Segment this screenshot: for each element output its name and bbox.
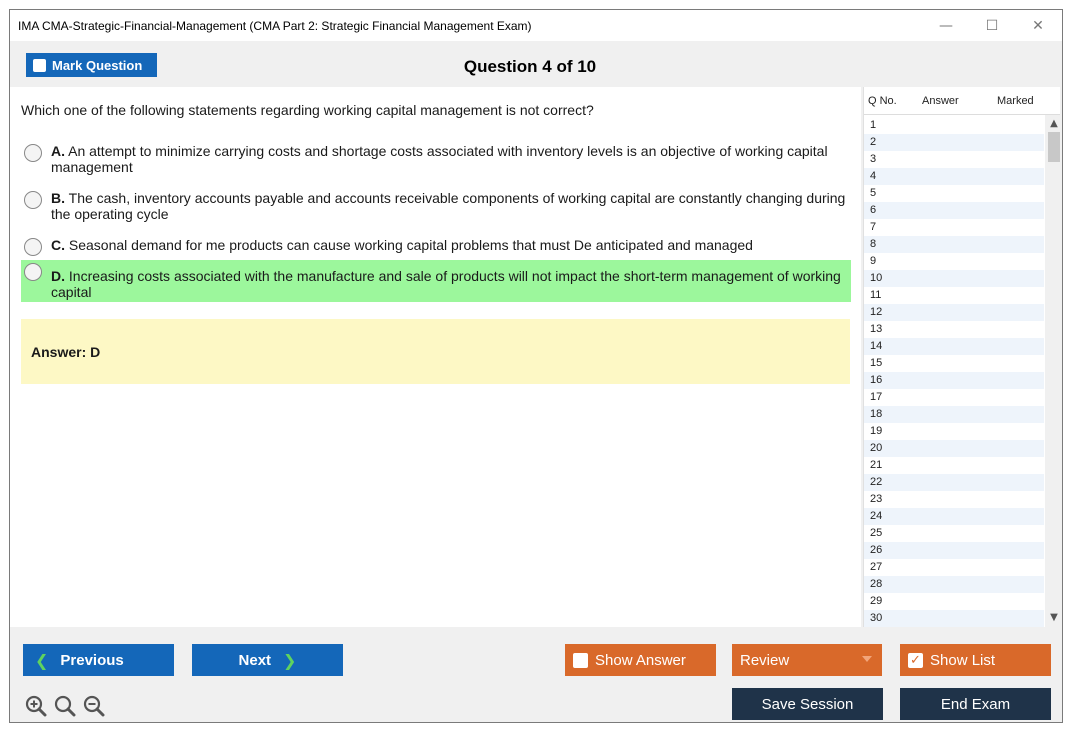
show-answer-button[interactable] [565, 644, 716, 676]
end-exam-button[interactable]: End Exam [900, 688, 1051, 720]
review-dropdown[interactable] [732, 644, 882, 676]
exam-body [10, 41, 1062, 723]
question-list-row[interactable]: 17 [870, 391, 883, 403]
question-list-row[interactable]: 9 [870, 255, 877, 267]
question-list-row[interactable]: 8 [864, 236, 1044, 253]
close-button[interactable]: ✕ [1032, 18, 1044, 34]
review-label: Review [740, 651, 790, 669]
scroll-down-icon[interactable]: ▼ [1050, 612, 1058, 623]
show-list-button[interactable] [900, 644, 1051, 676]
mark-checkbox-icon [33, 59, 46, 72]
dropdown-arrow-icon [862, 656, 872, 662]
question-list-row[interactable]: 30 [864, 610, 1044, 627]
previous-button[interactable] [23, 644, 174, 676]
option-d-letter: D. [51, 268, 65, 284]
option-b-letter: B. [51, 190, 65, 206]
option-d[interactable] [21, 260, 851, 302]
question-panel [10, 87, 861, 627]
save-session-button[interactable]: Save Session [732, 688, 883, 720]
question-text: Which one of the following statements regarding working capital management is not correct? [21, 102, 594, 118]
question-list-row[interactable]: 29 [870, 595, 883, 607]
scroll-thumb[interactable] [1048, 132, 1060, 162]
app-window [9, 9, 1063, 723]
answer-box: Answer: D [21, 319, 850, 384]
zoom-out-icon[interactable] [83, 695, 105, 717]
question-list-row[interactable]: 20 [864, 440, 1044, 457]
mark-question-button[interactable] [26, 53, 157, 77]
next-label: Next [238, 651, 272, 669]
header-q-no: Q No. [868, 95, 897, 107]
question-list-row[interactable]: 5 [870, 187, 877, 199]
question-counter: Question 4 of 10 [463, 57, 597, 76]
question-list-row[interactable]: 22 [864, 474, 1044, 491]
option-d-text: Increasing costs associated with the manufacture and sale of products will not impact the short-term management of working capital [51, 268, 841, 300]
question-list-row[interactable]: 6 [864, 202, 1044, 219]
option-b-text: The cash, inventory accounts payable and accounts receivable components of working capital are constantly changing during the operating cycle [51, 190, 846, 222]
question-list-row[interactable]: 13 [870, 323, 883, 335]
show-list-checkbox-checked-icon: ✓ [908, 653, 923, 668]
question-list-header [864, 87, 1060, 115]
radio-button-a[interactable] [24, 144, 42, 162]
mark-question-label: Mark Question [52, 57, 143, 73]
title-bar [10, 10, 1062, 41]
question-list-row[interactable]: 11 [870, 289, 882, 301]
minimize-button[interactable]: — [939, 18, 953, 34]
question-list-row[interactable]: 12 [864, 304, 1044, 321]
question-list-row[interactable]: 21 [870, 459, 883, 471]
question-list-rows [864, 117, 1044, 627]
maximize-button[interactable]: ☐ [985, 18, 999, 34]
option-c-letter: C. [51, 237, 65, 253]
zoom-in-icon[interactable] [25, 695, 47, 717]
question-list-row[interactable]: 14 [864, 338, 1044, 355]
question-list-row[interactable]: 24 [864, 508, 1044, 525]
option-a[interactable] [21, 143, 851, 175]
question-list-row[interactable]: 10 [864, 270, 1044, 287]
show-answer-label: Show Answer [595, 651, 686, 669]
question-list-row[interactable]: 19 [870, 425, 883, 437]
radio-button-b[interactable] [24, 191, 42, 209]
window-title: IMA CMA-Strategic-Financial-Management (CMA Part 2: Strategic Financial Management Exam) [18, 19, 532, 33]
question-list-row[interactable]: 2 [864, 134, 1044, 151]
question-list-row[interactable]: 28 [864, 576, 1044, 593]
show-list-label: Show List [930, 651, 996, 669]
question-list-row[interactable]: 25 [870, 527, 883, 539]
zoom-reset-icon[interactable] [54, 695, 76, 717]
next-button[interactable] [192, 644, 343, 676]
question-list-panel [863, 87, 1060, 627]
question-list-row[interactable]: 16 [864, 372, 1044, 389]
question-list-row[interactable]: 26 [864, 542, 1044, 559]
radio-button-c[interactable] [24, 238, 42, 256]
option-a-text: An attempt to minimize carrying costs and shortage costs associated with inventory levels is an objective of working capital management [51, 143, 828, 175]
question-list-row[interactable]: 27 [870, 561, 883, 573]
question-list-row[interactable]: 7 [870, 221, 877, 233]
header-answer: Answer [922, 95, 959, 107]
question-list-row[interactable]: 18 [864, 406, 1044, 423]
show-answer-checkbox-icon [573, 653, 588, 668]
question-list-row[interactable]: 3 [870, 153, 877, 165]
option-c-text: Seasonal demand for me products can cause working capital problems that must De anticipated and managed [65, 237, 753, 253]
question-list-scrollbar[interactable] [1045, 115, 1061, 627]
question-list-row[interactable]: 23 [870, 493, 883, 505]
chevron-left-icon: ❮ [35, 650, 49, 670]
question-list-row[interactable]: 1 [870, 119, 877, 131]
header-marked: Marked [997, 95, 1034, 107]
question-list-row[interactable]: 15 [870, 357, 883, 369]
chevron-right-icon: ❯ [283, 650, 297, 670]
question-list-row[interactable]: 4 [864, 168, 1044, 185]
previous-label: Previous [60, 651, 124, 669]
scroll-up-icon[interactable]: ▲ [1050, 118, 1058, 129]
radio-button-d[interactable] [24, 263, 42, 281]
option-b[interactable] [21, 190, 851, 222]
option-c[interactable] [21, 237, 851, 253]
bottom-toolbar [10, 627, 1062, 723]
option-a-letter: A. [51, 143, 65, 159]
